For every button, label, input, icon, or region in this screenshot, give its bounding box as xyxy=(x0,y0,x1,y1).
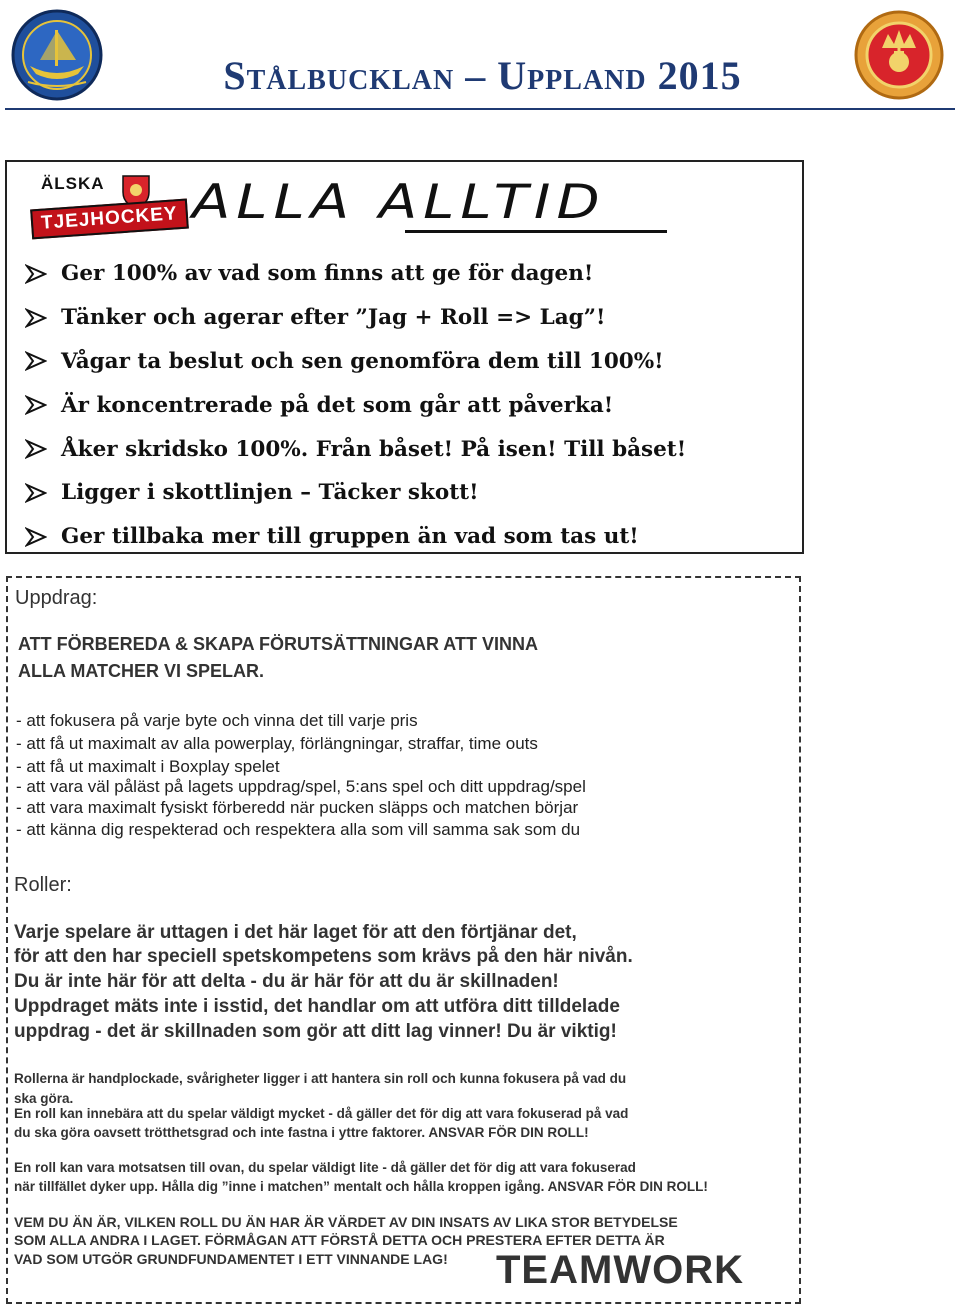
list-item xyxy=(25,427,800,471)
arrowhead-bullet-icon xyxy=(25,264,47,284)
roles-statement-line: för att den har speciell spetskompetens som krävs på den här nivån. xyxy=(14,946,633,967)
closing-statement-line: VEM DU ÄN ÄR, VILKEN ROLL DU ÄN HAR ÄR VÄRDET AV DIN INSATS AV LIKA STOR BETYDELSE xyxy=(14,1214,678,1230)
list-item xyxy=(25,515,800,559)
arrowhead-bullet-icon xyxy=(25,308,47,328)
roles-statement-line: Du är inte här för att delta - du är här för att du är skillnaden! xyxy=(14,971,559,992)
roles-paragraph-line: du ska göra oavsett trötthetsgrad och inte fastna i yttre faktorer. ANSVAR FÖR DIN ROLL! xyxy=(14,1125,589,1140)
arrowhead-bullet-icon xyxy=(25,439,47,459)
roller-heading: Roller: xyxy=(14,874,72,896)
arrowhead-bullet-icon xyxy=(25,483,47,503)
roles-paragraph-line: när tillfället dyker upp. Hålla dig ”inne i matchen” mentalt och hålla kroppen igång. ANSVAR FÖR DIN ROLL! xyxy=(14,1179,708,1194)
crown-orb-logo-icon xyxy=(852,8,947,103)
roles-paragraph-line: En roll kan vara motsatsen till ovan, du spelar väldigt lite - då gäller det för dig att vara fokuserad xyxy=(14,1160,636,1175)
arrowhead-bullet-icon xyxy=(25,351,47,371)
viking-ship-logo-icon xyxy=(10,8,105,103)
list-item xyxy=(25,471,800,515)
mission-point: - att få ut maximalt av alla powerplay, förlängningar, straffar, time outs xyxy=(16,734,538,753)
mission-point: - att fokusera på varje byte och vinna det till varje pris xyxy=(16,711,418,730)
mission-point: - att vara maximalt fysiskt förberedd när pucken släpps och matchen börjar xyxy=(16,798,579,817)
motto-heading-underline xyxy=(405,230,667,233)
badge-top-text: ÄLSKA xyxy=(41,174,105,193)
motto-item-text: Åker skridsko 100%. Från båset! På isen! Till båset! xyxy=(61,436,687,462)
closing-statement-line: SOM ALLA ANDRA I LAGET. FÖRMÅGAN ATT FÖRSTÅ DETTA OCH PRESTERA EFTER DETTA ÄR xyxy=(14,1232,665,1248)
motto-item-text: Ligger i skottlinjen – Täcker skott! xyxy=(61,480,479,506)
motto-item-text: Är koncentrerade på det som går att påverka! xyxy=(61,392,614,418)
mission-point: - att känna dig respekterad och respektera alla som vill samma sak som du xyxy=(16,820,581,839)
motto-item-text: Ger tillbaka mer till gruppen än vad som tas ut! xyxy=(61,524,639,550)
roles-statement-line: Varje spelare är uttagen i det här laget för att den förtjänar det, xyxy=(14,922,577,943)
list-item xyxy=(25,340,800,384)
closing-statement-line: VAD SOM UTGÖR GRUNDFUNDAMENTET I ETT VINNANDE LAG! xyxy=(14,1251,448,1267)
motto-heading: ALLA ALLTID xyxy=(192,174,606,231)
mission-line: ALLA MATCHER VI SPELAR. xyxy=(18,661,264,681)
roles-paragraph-line: Rollerna är handplockade, svårigheter ligger i att hantera sin roll och kunna fokusera på vad du xyxy=(14,1071,627,1086)
mission-point: - att få ut maximalt i Boxplay spelet xyxy=(16,757,280,776)
list-item xyxy=(25,383,800,427)
mission-point: - att vara väl påläst på lagets uppdrag/spel, 5:ans spel och ditt uppdrag/spel xyxy=(16,777,586,796)
motto-list xyxy=(25,252,800,559)
motto-item-text: Ger 100% av vad som finns att ge för dagen! xyxy=(61,261,594,287)
list-item xyxy=(25,296,800,340)
roles-paragraph-line: En roll kan innebära att du spelar väldigt mycket - då gäller det för dig att vara fokuserad på vad xyxy=(14,1106,629,1121)
teamwork-wordmark: TEAMWORK xyxy=(496,1248,744,1292)
motto-item-text: Vågar ta beslut och sen genomföra dem till 100%! xyxy=(61,348,664,374)
motto-item-text: Tänker och agerar efter ”Jag + Roll => Lag”! xyxy=(61,305,606,331)
roles-statement-line: Uppdraget mäts inte i isstid, det handlar om att utföra ditt tilldelade xyxy=(14,996,620,1017)
mission-line: ATT FÖRBEREDA & SKAPA FÖRUTSÄTTNINGAR ATT VINNA xyxy=(18,634,538,654)
alla-alltid-panel xyxy=(5,160,804,554)
arrowhead-bullet-icon xyxy=(25,527,47,547)
roles-statement-line: uppdrag - det är skillnaden som gör att ditt lag vinner! Du är viktig! xyxy=(14,1021,617,1042)
list-item xyxy=(25,252,800,296)
title-divider xyxy=(5,108,955,110)
alska-tjejhockey-badge xyxy=(31,174,179,242)
badge-bottom-text: TJEJHOCKEY xyxy=(30,199,188,240)
page-title: Stålbucklan – Uppland 2015 xyxy=(223,53,742,98)
roles-paragraph-line: ska göra. xyxy=(14,1091,74,1106)
arrowhead-bullet-icon xyxy=(25,395,47,415)
uppdrag-heading: Uppdrag: xyxy=(15,587,98,609)
